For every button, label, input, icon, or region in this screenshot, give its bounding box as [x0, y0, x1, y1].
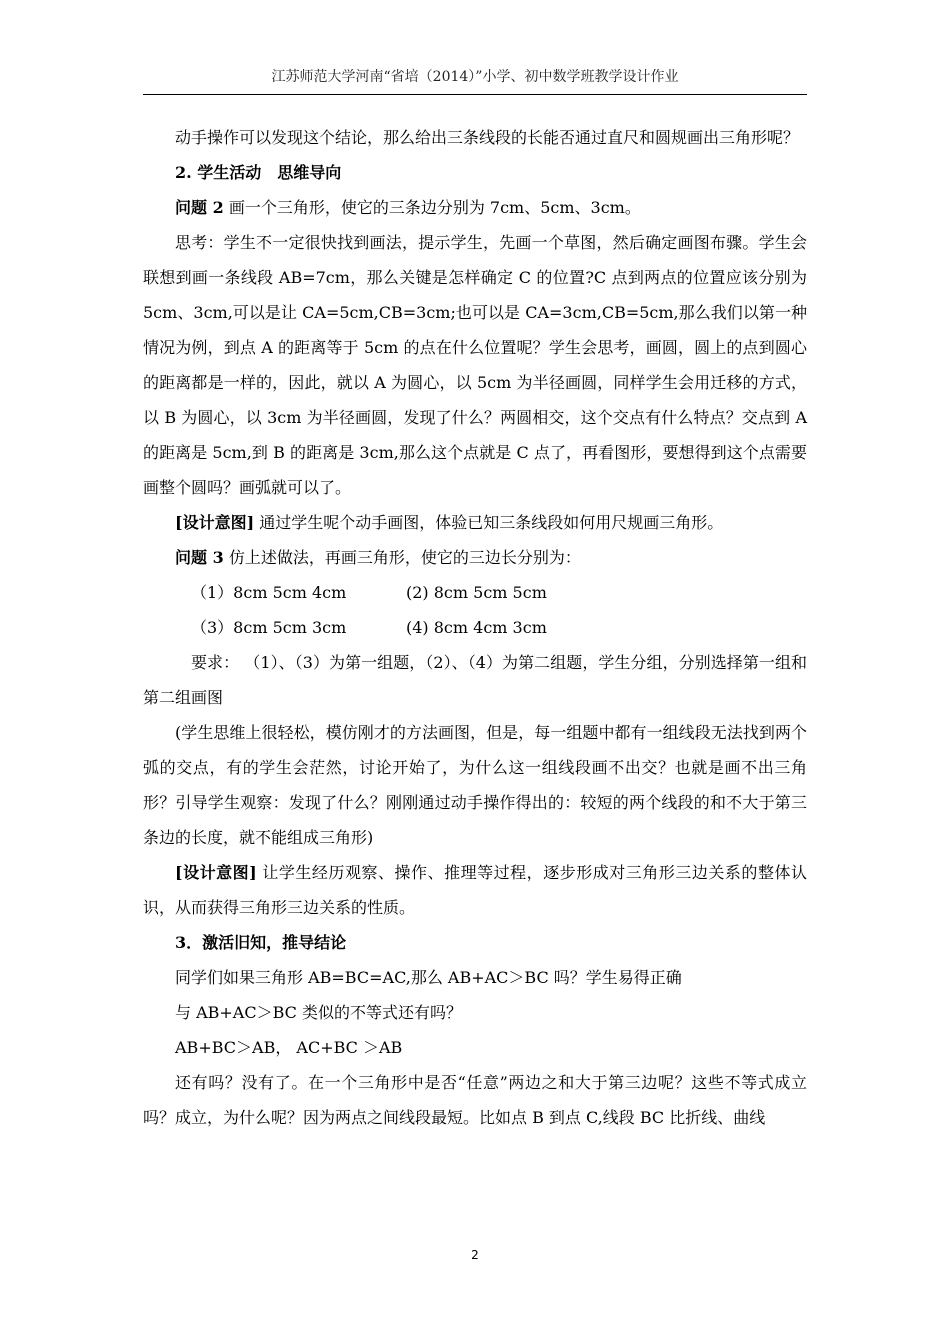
question-2 — [143, 190, 807, 225]
option-3: （3）8cm 5cm 3cm — [191, 618, 347, 637]
option-2: (2) 8cm 5cm 5cm — [406, 583, 547, 602]
section-heading-2: 2. 学生活动 思维导向 — [175, 163, 342, 182]
line-3: AB+BC＞AB， AC+BC ＞AB — [175, 1038, 403, 1057]
options-row-1 — [143, 575, 807, 610]
line-2: 与 AB+AC＞BC 类似的不等式还有吗？ — [175, 1003, 462, 1022]
options-row-2 — [143, 610, 807, 645]
section-heading-3: 3．激活旧知，推导结论 — [175, 933, 347, 952]
design-intent-2-label: [设计意图] — [175, 863, 257, 882]
design-intent-2-text: 让学生经历观察、操作、推理等过程，逐步形成对三角形三边关系的整体认识，从而获得三角形三边关系的性质。 — [143, 863, 807, 917]
paragraph-intro: 动手操作可以发现这个结论，那么给出三条线段的长能否通过直尺和圆规画出三角形呢？ — [175, 128, 800, 147]
question-3-text: 仿上述做法，再画三角形，使它的三边长分别为： — [228, 548, 581, 567]
line-1: 同学们如果三角形 AB=BC=AC,那么 AB+AC＞BC 吗？学生易得正确 — [175, 968, 682, 987]
page-number: 2 — [471, 1248, 479, 1262]
page-body — [143, 120, 807, 1135]
design-intent-1-text: 通过学生呢个动手画图，体验已知三条线段如何用尺规画三角形。 — [259, 513, 724, 532]
paragraph-think: 思考：学生不一定很快找到画法，提示学生，先画一个草图，然后确定画图布骤。学生会联想到画一条线段 AB=7cm，那么关键是怎样确定 C 的位置?C 点到两点的位置应该分别为 5cm、3cm,可以是让 CA=5cm,CB=3cm;也可以是 CA=3cm,CB=5cm,那么我们以第一种情况为例，到点 A 的距离等于 5cm 的点在什么位置呢？学生会思考，画圆，圆上的点到圆心的距离都是一样的，因此，就以 A 为圆心，以 5cm 为半径画圆，同样学生会用迁移的方式，以 B 为圆心，以 3cm 为半径画圆，发现了什么？两圆相交，这个交点有什么特点？交点到 A 的距离是 5cm,到 B 的距离是 3cm,那么这个点就是 C 点了，再看图形，要想得到这个点需要画整个圆吗？画弧就可以了。 — [143, 233, 807, 497]
paragraph-requirement: 要求： （1）、（3）为第一组题，（2）、（4）为第二组题，学生分组，分别选择第一组和第二组画图 — [143, 653, 807, 707]
header-rule — [143, 94, 807, 95]
question-2-text: 画一个三角形，使它的三条边分别为 7cm、5cm、3cm。 — [228, 198, 641, 217]
option-1: （1）8cm 5cm 4cm — [191, 583, 347, 602]
design-intent-1-label: [设计意图] — [175, 513, 255, 532]
design-intent-2 — [143, 855, 807, 925]
paragraph-parenthetical: (学生思维上很轻松，模仿刚才的方法画图，但是，每一组题中都有一组线段无法找到两个弧的交点，有的学生会茫然，讨论开始了，为什么这一组线段画不出交？也就是画不出三角形？引导学生观察：发现了什么？刚刚通过动手操作得出的：较短的两个线段的和不大于第三条边的长度，就不能组成三角形) — [143, 723, 807, 847]
question-2-label: 问题 2 — [175, 198, 224, 217]
page-header: 江苏师范大学河南“省培（2014）”小学、初中数学班教学设计作业 — [271, 69, 679, 85]
line-4: 还有吗？没有了。在一个三角形中是否“任意”两边之和大于第三边呢？这些不等式成立吗？成立，为什么呢？因为两点之间线段最短。比如点 B 到点 C,线段 BC 比折线、曲线 — [143, 1073, 807, 1127]
question-3 — [143, 540, 807, 575]
option-4: (4) 8cm 4cm 3cm — [406, 618, 547, 637]
question-3-label: 问题 3 — [175, 548, 224, 567]
design-intent-1 — [143, 505, 807, 540]
